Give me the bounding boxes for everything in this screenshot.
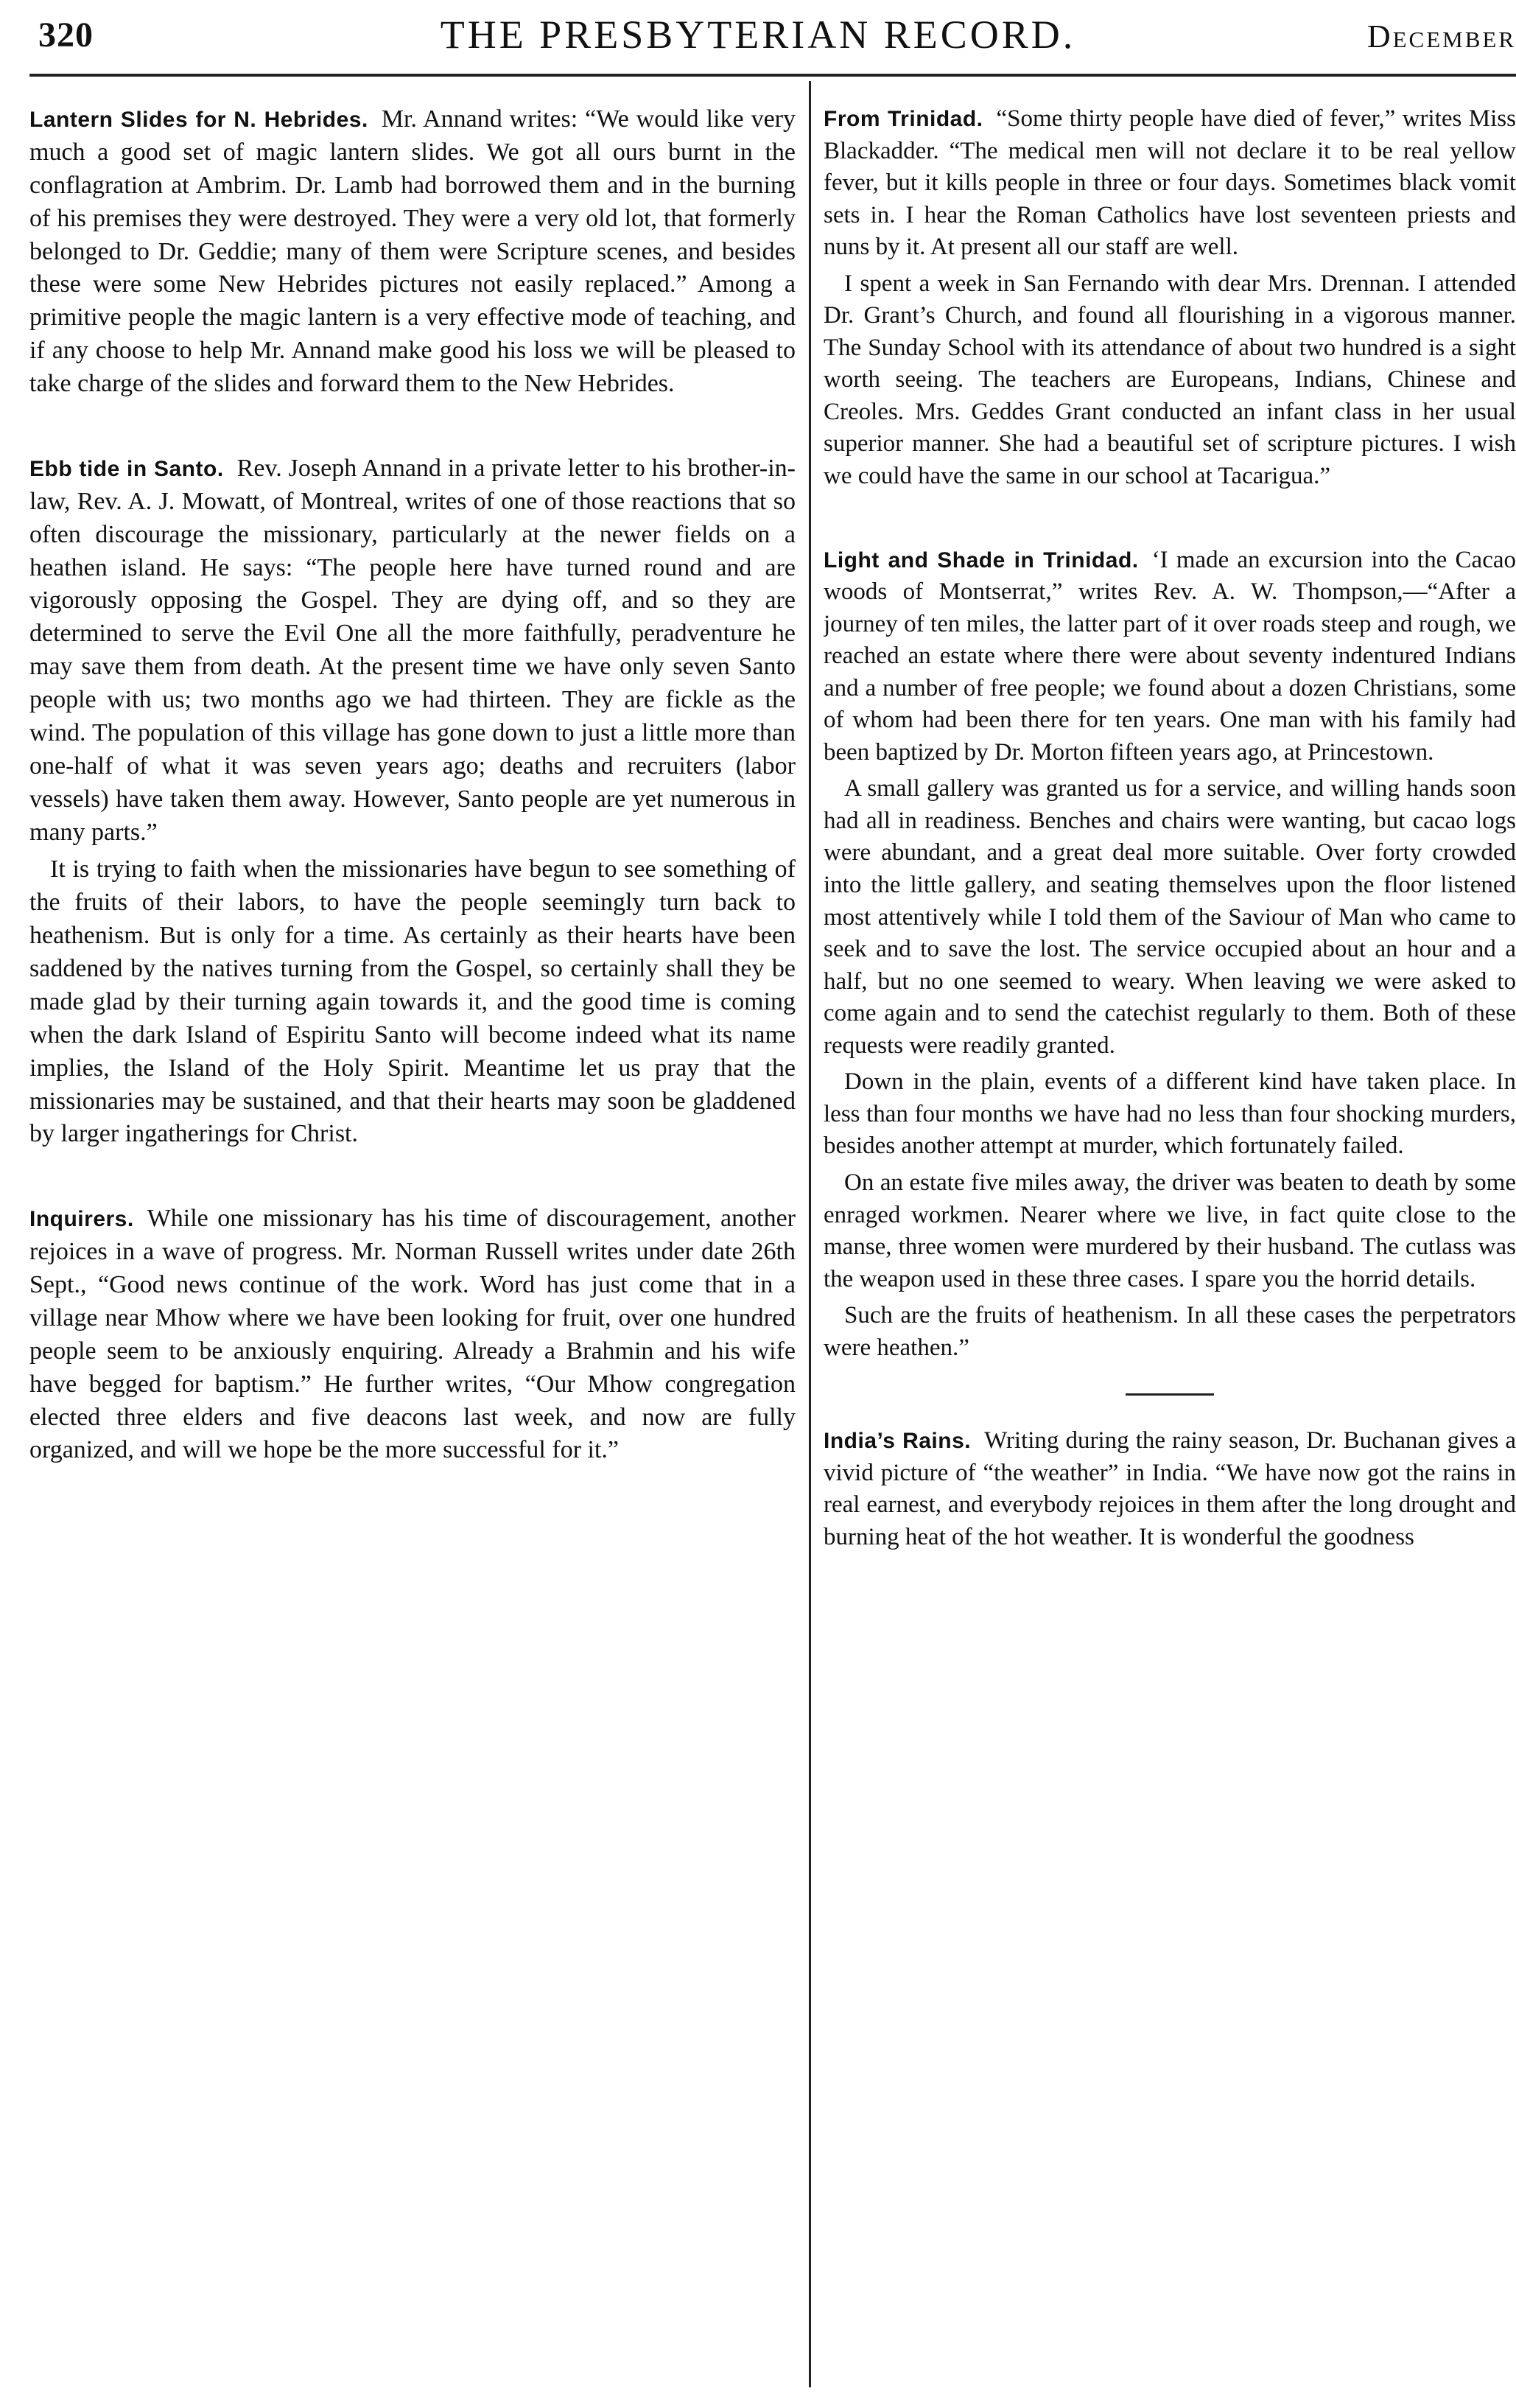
- article-divider: [1126, 1393, 1214, 1396]
- article-paragraph: Such are the fruits of heathenism. In all these cases the perpetrators were heathen.”: [824, 1302, 1516, 1361]
- article-heading: India’s Rains.: [824, 1429, 972, 1454]
- running-title: THE PRESBYTERIAN RECORD.: [440, 13, 1076, 57]
- article-heading: Inquirers.: [29, 1207, 134, 1232]
- month-label: December: [1366, 18, 1516, 55]
- article-paragraph: I spent a week in San Fernando with dear Mrs. Drennan. I attended Dr. Grant’s Church, and found all flourishing in a vigorous manner. The Sunday School with its attendance of about two hundred is a sight worth seeing. The teachers are Europeans, Indians, Chinese and Creoles. Mrs. Geddes Grant conducted an infant class in her usual superior manner. She had a beautiful set of scripture pictures. I wish we could have the same in our school at Tacarigua.”: [824, 270, 1516, 490]
- article-paragraph: It is trying to faith when the missionaries have begun to see something of the fruits of their labors, to have the people seemingly turn back to heathenism. But is only for a time. As certainly as their hearts have been saddened by the natives turning from the Gospel, so certainly shall they be made glad by their turning again towards it, and the good time is coming when the dark Island of Espiritu Santo will become indeed what its name implies, the Island of the Holy Spirit. Meantime let us pray that the missionaries may be sustained, and that their hearts may soon be gladdened by larger ingatherings for Christ.: [29, 855, 796, 1148]
- article-lantern-slides: [29, 103, 796, 401]
- column-divider: [809, 81, 811, 2387]
- article-ebb-tide: [29, 452, 796, 1151]
- article-heading: Light and Shade in Trinidad.: [824, 547, 1139, 573]
- article-paragraph: Ebb tide in Santo. Rev. Joseph Annand in a private letter to his brother-in-law, Rev. A. J. Mowatt, of Montreal, writes of one of those reactions that so often discourage the missionary, particularly at the newer fields on a heathen island. He says: “The people here have turned round and are vigorously opposing the Gospel. They are dying off, and so they are determined to serve the Evil One all the more faithfully, peradventure he may save them from death. At the present time we have only seven Santo people with us; two months ago we had thirteen. They are fickle as the wind. The population of this village has gone down to just a little more than one-half of what it was seven years ago; deaths and recruiters (labor vessels) have taken them away. However, Santo people are yet numerous in many parts.”: [29, 454, 796, 846]
- article-paragraph: India’s Rains. Writing during the rainy season, Dr. Buchanan gives a vivid picture of “the weather” in India. “We have now got the rains in real earnest, and everybody rejoices in them after the long drought and burning heat of the hot weather. It is wonderful the goodness: [824, 1427, 1516, 1550]
- article-paragraph: On an estate five miles away, the driver was beaten to death by some enraged workmen. Nearer where we live, in fact quite close to the manse, three women were murdered by their husband. The cutlass was the weapon used in these three cases. I spare you the horrid details.: [824, 1169, 1516, 1292]
- article-from-trinidad: [824, 103, 1516, 493]
- header-rule: [29, 74, 1516, 77]
- article-inquirers: [29, 1203, 796, 1467]
- article-light-and-shade: [824, 545, 1516, 1365]
- page-header: [0, 0, 1516, 88]
- article-heading: From Trinidad.: [824, 107, 983, 131]
- right-column: [824, 103, 1516, 2387]
- article-paragraph: Inquirers. While one missionary has his time of discouragement, another rejoices in a wave of progress. Mr. Norman Russell writes under date 26th Sept., “Good news continue of the work. Word has just come that in a village near Mhow where we have been looking for fruit, over one hundred people seem to be anxiously enquiring. Already a Brahmin and his wife have begged for baptism.” He further writes, “Our Mhow congregation elected three elders and five deacons last week, and now are fully organized, and will we hope be the more successful for it.”: [29, 1205, 796, 1464]
- article-paragraph: Down in the plain, events of a different kind have taken place. In less than four months we have had no less than four shocking murders, besides another attempt at murder, which fortunately failed.: [824, 1068, 1516, 1160]
- article-paragraph: From Trinidad. “Some thirty people have died of fever,” writes Miss Blackadder. “The medical men will not declare it to be real yellow fever, but it kills people in three or four days. Sometimes black vomit sets in. I hear the Roman Catholics have lost seventeen priests and nuns by it. At present all our staff are well.: [824, 105, 1516, 261]
- article-paragraph: A small gallery was granted us for a service, and willing hands soon had all in readiness. Benches and chairs were wanting, but cacao logs were abundant, and a great deal more suitable. Over forty crowded into the little gallery, and seating themselves upon the floor listened most attentively while I told them of the Saviour of Man who came to seek and to save the lost. The service occupied about an hour and a half, but no one seemed to weary. When leaving we were asked to come again and to send the catechist regularly to them. Both of these requests were readily granted.: [824, 775, 1516, 1059]
- article-heading: Ebb tide in Santo.: [29, 456, 224, 481]
- article-paragraph: Lantern Slides for N. Hebrides. Mr. Annand writes: “We would like very much a good set of magic lantern slides. We got all ours burnt in the conflagration at Ambrim. Dr. Lamb had borrowed them and in the burning of his premises they were destroyed. They were a very old lot, that formerly belonged to Dr. Geddie; many of them were Scripture scenes, and besides these were some New Hebrides pictures not easily replaced.” Among a primitive people the magic lantern is a very effective mode of teaching, and if any choose to help Mr. Annand make good his loss we will be pleased to take charge of the slides and forward them to the New Hebrides.: [29, 105, 796, 397]
- article-heading: Lantern Slides for N. Hebrides.: [29, 108, 368, 132]
- left-column: [29, 103, 796, 2387]
- article-paragraph: Light and Shade in Trinidad. ‘I made an excursion into the Cacao woods of Montserrat,” writes Rev. A. W. Thompson,—“After a journey of ten miles, the latter part of it over roads steep and rough, we reached an estate where there were about seventy indentured Indians and a number of free people; we found about a dozen Christians, some of whom had been there for ten years. One man with his family had been baptized by Dr. Morton fifteen years ago, at Princestown.: [824, 546, 1516, 766]
- article-indias-rains: [824, 1425, 1516, 1553]
- page-number: 320: [38, 15, 94, 55]
